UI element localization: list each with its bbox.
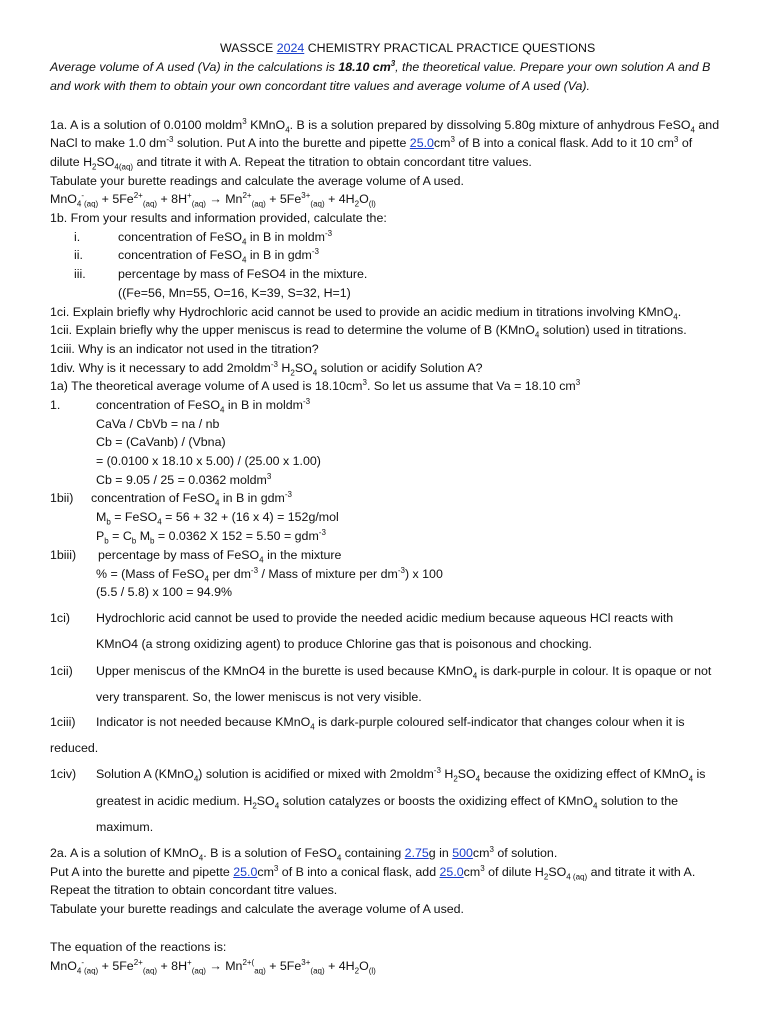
ans-1a bbox=[50, 379, 580, 394]
text: = FeSO bbox=[110, 510, 158, 524]
text: M bbox=[96, 510, 107, 524]
q1b-ii-num: ii. bbox=[74, 248, 83, 262]
q1b-iii-num: iii. bbox=[74, 267, 86, 281]
ans-1biii-head bbox=[98, 548, 341, 563]
text: concentration of FeSO bbox=[96, 398, 220, 412]
sup: 3 bbox=[673, 134, 679, 144]
text: SO bbox=[96, 155, 115, 169]
q1ciii: 1ciii. Why is an indicator not used in the titration? bbox=[50, 342, 319, 356]
text: and bbox=[694, 118, 720, 132]
text: SO bbox=[256, 794, 275, 808]
text: . So let us assume that Va = 18.10 cm bbox=[366, 379, 576, 393]
sup: 2+( bbox=[242, 957, 255, 967]
intro-text: Average volume of A used (Va) in the calculations is bbox=[50, 60, 339, 74]
text: Solution A (KMnO bbox=[96, 767, 194, 781]
sup: 3 bbox=[450, 134, 455, 144]
ans-1cii-line-2: very transparent. So, the lower meniscus is not very visible. bbox=[96, 690, 422, 704]
sub: 4 bbox=[274, 801, 280, 811]
q1a-line-4: Tabulate your burette readings and calculate the average volume of A used. bbox=[50, 174, 464, 188]
eq: MnO bbox=[50, 192, 77, 206]
text: g in bbox=[428, 846, 453, 860]
text: Cb = 9.05 / 25 = 0.0362 moldm bbox=[96, 473, 267, 487]
sub: (aq) bbox=[83, 199, 99, 209]
text: M bbox=[136, 529, 151, 543]
intro-line-2: and work with them to obtain your own concordant titre values and average volume of A used (Va). bbox=[50, 79, 590, 93]
q2a-line-3: Repeat the titration to obtain concordant titre values. bbox=[50, 883, 338, 897]
sub: 4 bbox=[214, 498, 220, 508]
sup: 3 bbox=[362, 377, 367, 387]
text: Upper meniscus of the KMnO4 in the burette is used because KMnO bbox=[96, 664, 473, 678]
sup: 3 bbox=[575, 377, 581, 387]
sub: 2 bbox=[543, 872, 549, 882]
text: of B into a conical flask, add bbox=[278, 865, 440, 879]
conc-line bbox=[96, 529, 326, 544]
sup: -3 bbox=[302, 396, 311, 406]
sup: -3 bbox=[324, 228, 333, 238]
eq: + 5Fe bbox=[265, 959, 302, 973]
ans-1ci-line-1: Hydrochloric acid cannot be used to provide the needed acidic medium because aqueous HCl reacts with bbox=[96, 611, 674, 625]
ans-1civ-line-3: maximum. bbox=[96, 820, 154, 834]
ans-1ciii-num: 1ciii) bbox=[50, 715, 76, 729]
sub: 2 bbox=[453, 774, 458, 784]
sub: 2 bbox=[252, 801, 257, 811]
sup: 3 bbox=[489, 844, 494, 854]
calc-line-3: = (0.0100 x 18.10 x 5.00) / (25.00 x 1.00) bbox=[96, 454, 321, 468]
text: . B is a solution of FeSO bbox=[203, 846, 337, 860]
sup: + bbox=[187, 957, 192, 967]
calc-line-2: Cb = (CaVanb) / (Vbna) bbox=[96, 435, 226, 449]
text: is bbox=[693, 767, 706, 781]
sup: -3 bbox=[311, 246, 319, 256]
sub: 4 bbox=[688, 774, 694, 784]
sup: -3 bbox=[166, 134, 174, 144]
text: = 56 + 32 + (16 x 4) = 152g/mol bbox=[161, 510, 339, 524]
text: NaCl to make 1.0 dm bbox=[50, 136, 167, 150]
sub: 2 bbox=[290, 368, 295, 378]
q2a-line-4: Tabulate your burette readings and calculate the average volume of A used. bbox=[50, 902, 464, 916]
text: solution to the bbox=[597, 794, 679, 808]
sup: 2+ bbox=[133, 957, 143, 967]
eq: + 4H bbox=[324, 959, 355, 973]
sub: 4 bbox=[241, 255, 247, 265]
text: = C bbox=[108, 529, 132, 543]
mass-line bbox=[96, 510, 339, 525]
text: cm bbox=[257, 865, 274, 879]
eq: + 8H bbox=[157, 192, 188, 206]
sup: 3 bbox=[242, 116, 247, 126]
text: of dilute H bbox=[484, 865, 544, 879]
sub: (l) bbox=[368, 966, 376, 976]
sub: (aq) bbox=[142, 966, 158, 976]
text: solution catalyzes or boosts the oxidizing effect of KMnO bbox=[279, 794, 593, 808]
sup: -3 bbox=[433, 765, 441, 775]
sub: 4 bbox=[690, 125, 695, 135]
text: of B into a conical flask. Add to it 10 cm bbox=[454, 136, 674, 150]
q2a-line-2 bbox=[50, 865, 695, 880]
text: is dark-purple in colour. It is opaque or not bbox=[477, 664, 712, 678]
sub: 4 bbox=[219, 405, 225, 415]
sub: (aq) bbox=[83, 966, 99, 976]
sub: 4 bbox=[259, 555, 264, 565]
q1a-line-2 bbox=[50, 136, 692, 151]
sub: 2 bbox=[354, 199, 360, 209]
sub: b bbox=[131, 536, 137, 546]
eq: MnO bbox=[50, 959, 77, 973]
sup: -3 bbox=[270, 359, 278, 369]
ans-1-head bbox=[96, 398, 310, 413]
sub: 4 bbox=[241, 237, 247, 247]
sub: (aq) bbox=[251, 199, 266, 209]
text: Indicator is not needed because KMnO bbox=[96, 715, 311, 729]
text: solution) used in titrations. bbox=[539, 323, 687, 337]
q1b-iii: percentage by mass of FeSO4 in the mixture. bbox=[118, 267, 368, 281]
q1b-ii bbox=[118, 248, 319, 263]
sup: + bbox=[187, 190, 192, 200]
q1a-line-1 bbox=[50, 118, 719, 133]
ans-1civ-line-1 bbox=[96, 767, 705, 782]
sup: 2+ bbox=[242, 190, 252, 200]
text: in B in gdm bbox=[219, 491, 285, 505]
text: concentration of FeSO bbox=[118, 230, 242, 244]
sub: 2 bbox=[92, 162, 97, 172]
eq: → Mn bbox=[205, 192, 243, 206]
text: ) x 100 bbox=[404, 567, 443, 581]
text: in B in gdm bbox=[246, 248, 312, 262]
q2-equation-head: The equation of the reactions is: bbox=[50, 940, 227, 954]
sup: - bbox=[81, 957, 84, 967]
text: SO bbox=[457, 767, 476, 781]
volume-link[interactable]: 500 bbox=[452, 846, 473, 860]
q2a-line-1 bbox=[50, 846, 557, 861]
sup: 3 bbox=[266, 471, 272, 481]
text: cm bbox=[463, 865, 481, 879]
ans-1biii-num: 1biii) bbox=[50, 548, 77, 562]
sub: 4 bbox=[193, 774, 199, 784]
text: = 0.0362 X 152 = 5.50 = gdm bbox=[154, 529, 319, 543]
year-link[interactable]: 2024 bbox=[276, 41, 305, 55]
sub: b bbox=[150, 536, 155, 546]
text: in the mixture bbox=[263, 548, 342, 562]
calc-line-4 bbox=[96, 473, 271, 488]
q1b-i bbox=[118, 230, 332, 245]
sub: (aq) bbox=[570, 872, 588, 882]
eq: → Mn bbox=[205, 959, 243, 973]
ans-1ci-line-2: KMnO4 (a strong oxidizing agent) to produce Chlorine gas that is poisonous and chocking. bbox=[96, 637, 592, 651]
q1b-masses: ((Fe=56, Mn=55, O=16, K=39, S=32, H=1) bbox=[118, 286, 351, 300]
percent-line-1 bbox=[96, 567, 443, 582]
q1cii bbox=[50, 323, 687, 338]
calc-line-1: CaVa / CbVb = na / nb bbox=[96, 417, 220, 431]
sup: 3+ bbox=[301, 190, 311, 200]
q1b-i-num: i. bbox=[74, 230, 81, 244]
text: . bbox=[677, 305, 682, 319]
sub: 4 bbox=[566, 872, 571, 882]
text: P bbox=[96, 529, 105, 543]
text: of bbox=[678, 136, 693, 150]
text: H bbox=[277, 361, 291, 375]
sub: 4 bbox=[534, 330, 540, 340]
text: and titrate it with A. bbox=[587, 865, 696, 879]
text: Put A into the burette and pipette bbox=[50, 865, 234, 879]
eq: + 5Fe bbox=[98, 192, 134, 206]
text: H bbox=[440, 767, 454, 781]
text: / Mass of mixture per dm bbox=[258, 567, 398, 581]
eq: O bbox=[359, 192, 369, 206]
text: concentration of FeSO bbox=[118, 248, 242, 262]
pipette-volume-link[interactable]: 25.0 bbox=[233, 865, 258, 879]
text: solution. Put A into the burette and pipette bbox=[173, 136, 410, 150]
sup: 3+ bbox=[301, 957, 311, 967]
sub: 4 bbox=[336, 853, 342, 863]
text: cm bbox=[472, 846, 490, 860]
text: ) solution is acidified or mixed with 2moldm bbox=[198, 767, 434, 781]
text: . B is a solution prepared by dissolving 5.80g mixture of anhydrous FeSO bbox=[289, 118, 691, 132]
document-title bbox=[220, 41, 595, 56]
sub: b bbox=[104, 536, 109, 546]
sub: 4 bbox=[673, 312, 678, 322]
sub: (aq) bbox=[310, 199, 325, 209]
ans-1civ-num: 1civ) bbox=[50, 767, 77, 781]
ans-1cii-line-1 bbox=[96, 664, 711, 679]
sup: 2+ bbox=[133, 190, 143, 200]
text: because the oxidizing effect of KMnO bbox=[480, 767, 689, 781]
eq: + 5Fe bbox=[265, 192, 302, 206]
sub: 4 bbox=[204, 574, 209, 584]
q1b-head: 1b. From your results and information provided, calculate the: bbox=[50, 211, 387, 225]
text: 1cii. Explain briefly why the upper meniscus is read to determine the volume of B (KMnO bbox=[50, 323, 535, 337]
text: 1ci. Explain briefly why Hydrochloric acid cannot be used to provide an acidic medium in titrations involving KMnO bbox=[50, 305, 674, 319]
text: SO bbox=[294, 361, 313, 375]
sub: 4 bbox=[76, 199, 82, 209]
ans-1ciii-line-1 bbox=[96, 715, 685, 730]
percent-line-2: (5.5 / 5.8) x 100 = 94.9% bbox=[96, 585, 233, 599]
ans-1bii-head bbox=[91, 491, 292, 506]
sub: 4 bbox=[285, 125, 290, 135]
q1a-line-3 bbox=[50, 155, 532, 170]
sup: -3 bbox=[250, 565, 259, 575]
text: concentration of FeSO bbox=[91, 491, 215, 505]
text: and titrate it with A. Repeat the titration to obtain concordant titre values. bbox=[133, 155, 532, 169]
text: 2a. A is a solution of KMnO bbox=[50, 846, 199, 860]
text: 1a. A is a solution of 0.0100 moldm bbox=[50, 118, 243, 132]
sub: 2 bbox=[354, 966, 360, 976]
text: in B in moldm bbox=[246, 230, 325, 244]
sup: -3 bbox=[397, 565, 405, 575]
title-suffix: CHEMISTRY PRACTICAL PRACTICE QUESTIONS bbox=[304, 41, 596, 55]
ans-1ciii-line-2: reduced. bbox=[50, 741, 99, 755]
text: dilute H bbox=[50, 155, 93, 169]
ans-1-num: 1. bbox=[50, 398, 61, 412]
q2-equation bbox=[50, 959, 376, 974]
volume-link[interactable]: 25.0 bbox=[409, 136, 434, 150]
q1a-equation bbox=[50, 192, 376, 207]
ans-1cii-num: 1cii) bbox=[50, 664, 73, 678]
text: greatest in acidic medium. H bbox=[96, 794, 253, 808]
sub: (l) bbox=[368, 199, 376, 209]
intro-line-1 bbox=[50, 60, 710, 75]
sub: (aq) bbox=[191, 966, 206, 976]
text: KMnO bbox=[246, 118, 286, 132]
text: SO bbox=[548, 865, 567, 879]
text: per dm bbox=[208, 567, 251, 581]
sup: -3 bbox=[318, 527, 326, 537]
acid-volume-link[interactable]: 25.0 bbox=[439, 865, 464, 879]
sub: 4 bbox=[198, 853, 204, 863]
text: solution or acidify Solution A? bbox=[317, 361, 483, 375]
text: cm bbox=[433, 136, 451, 150]
sup: - bbox=[81, 190, 84, 200]
intro-sup: 3 bbox=[390, 58, 396, 68]
sup: 3 bbox=[273, 863, 279, 873]
sub: 4(aq) bbox=[114, 162, 134, 172]
eq: O bbox=[359, 959, 369, 973]
sup: -3 bbox=[284, 489, 292, 499]
text: of solution. bbox=[493, 846, 558, 860]
text: in B in moldm bbox=[224, 398, 303, 412]
intro-bold-value: 18.10 cm bbox=[338, 60, 391, 74]
intro-text-2: , the theoretical value. Prepare your own solution A and B bbox=[395, 60, 711, 74]
sub: (aq) bbox=[142, 199, 158, 209]
text: percentage by mass of FeSO bbox=[98, 548, 260, 562]
sub: 4 bbox=[157, 517, 162, 527]
q1div bbox=[50, 361, 482, 376]
eq: + 5Fe bbox=[98, 959, 134, 973]
sub: (aq) bbox=[310, 966, 325, 976]
text: 1a) The theoretical average volume of A used is 18.10cm bbox=[50, 379, 363, 393]
title-prefix: WASSCE bbox=[220, 41, 277, 55]
eq: + 8H bbox=[157, 959, 188, 973]
sub: 4 bbox=[472, 671, 478, 681]
sub: 4 bbox=[475, 774, 481, 784]
sub: (aq) bbox=[191, 199, 206, 209]
ans-1civ-line-2 bbox=[96, 794, 678, 809]
sub: 4 bbox=[312, 368, 318, 378]
ans-1bii-num: 1bii) bbox=[50, 491, 74, 505]
q1ci bbox=[50, 305, 681, 320]
sub: 4 bbox=[592, 801, 598, 811]
sub: b bbox=[106, 517, 111, 527]
sup: 3 bbox=[480, 863, 485, 873]
text: is dark-purple coloured self-indicator that changes colour when it is bbox=[314, 715, 685, 729]
eq: + 4H bbox=[324, 192, 355, 206]
mass-link[interactable]: 2.75 bbox=[404, 846, 429, 860]
ans-1ci-num: 1ci) bbox=[50, 611, 70, 625]
sub: 4 bbox=[76, 966, 82, 976]
text: 1div. Why is it necessary to add 2moldm bbox=[50, 361, 271, 375]
sub: aq) bbox=[254, 966, 266, 976]
text: % = (Mass of FeSO bbox=[96, 567, 205, 581]
sub: 4 bbox=[310, 722, 315, 732]
text: containing bbox=[341, 846, 405, 860]
